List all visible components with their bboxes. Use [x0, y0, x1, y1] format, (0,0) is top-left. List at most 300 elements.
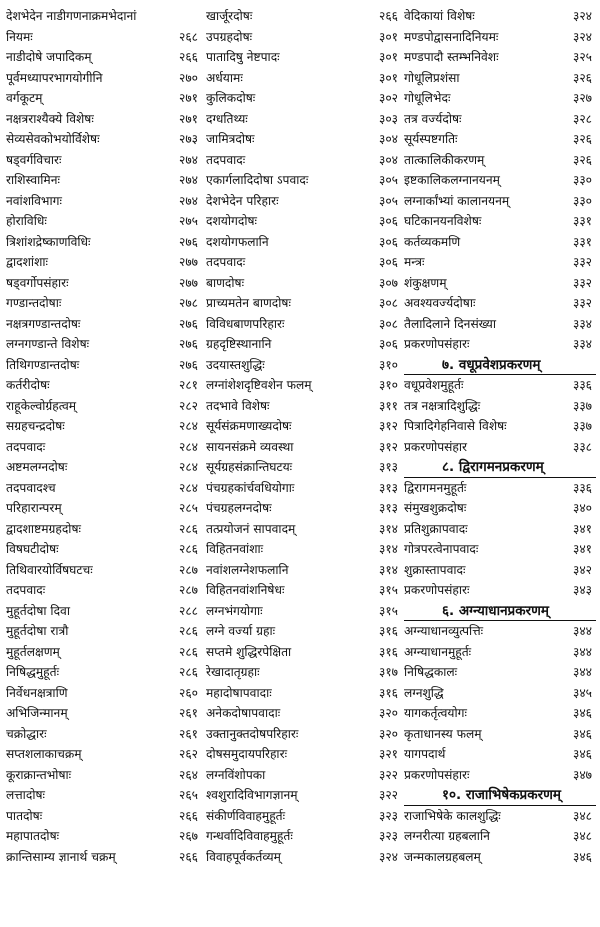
entry-page-number: ३४४ — [572, 665, 592, 679]
entry-page-number: ३४८ — [572, 829, 592, 843]
entry-title: उक्तानुक्तदोषपरिहारः — [206, 726, 299, 741]
index-column-3 — [404, 6, 596, 867]
index-entry — [404, 519, 596, 540]
entry-page-number: ३२६ — [572, 70, 592, 85]
index-entry — [404, 232, 596, 253]
entry-page-number: २८४ — [178, 460, 198, 474]
entry-title: नक्षत्रराश्यैक्ये विशेषः — [6, 111, 94, 126]
entry-title: वर्गकूटम् — [6, 91, 43, 105]
index-entry — [404, 170, 596, 191]
section-heading — [404, 457, 596, 478]
index-entry — [6, 191, 202, 212]
index-entry — [206, 662, 402, 683]
entry-page-number: ३०८ — [378, 296, 398, 310]
entry-page-number: ३३० — [572, 173, 592, 187]
entry-title: तिथिगण्डान्तदोषः — [6, 357, 80, 372]
entry-page-number: ३२४ — [572, 29, 592, 44]
entry-page-number: ३०१ — [378, 70, 398, 85]
index-entry — [404, 293, 596, 314]
entry-page-number: ३२० — [378, 726, 398, 741]
index-entry — [206, 683, 402, 704]
index-entry — [6, 375, 202, 396]
entry-title: अग्न्याधानमुहूर्तः — [404, 644, 472, 659]
entry-title: अभिजिन्मानम् — [6, 706, 68, 720]
entry-page-number: ३१६ — [378, 685, 398, 700]
entry-title: प्रकरणोपसंहारः — [404, 337, 470, 351]
entry-title: यागपदार्थ — [404, 747, 446, 761]
index-entry — [206, 47, 402, 68]
entry-title: देशभेदेन नाडीगणनाक्रमभेदानां — [6, 9, 137, 23]
entry-title: संमुखशुक्रदोषः — [404, 501, 467, 515]
entry-page-number: २७४ — [178, 152, 198, 167]
index-entry — [6, 621, 202, 642]
entry-page-number: २७४ — [178, 193, 198, 208]
entry-title: तदभावे विशेषः — [206, 398, 270, 413]
entry-page-number: २७१ — [178, 91, 198, 105]
entry-page-number: ३१७ — [378, 665, 398, 679]
index-entry — [6, 703, 202, 724]
entry-page-number: ३४६ — [572, 726, 592, 741]
index-entry — [206, 498, 402, 519]
entry-page-number: ३०३ — [378, 111, 398, 126]
entry-title: लग्नविंशोपका — [206, 767, 266, 782]
index-entry — [206, 6, 402, 27]
index-entry — [404, 334, 596, 355]
entry-title: अग्न्याधानव्युत्पत्तिः — [404, 624, 484, 638]
entry-page-number: २७७ — [178, 255, 198, 269]
index-entry — [6, 211, 202, 232]
index-entry — [206, 129, 402, 150]
entry-page-number: २७३ — [178, 132, 198, 146]
entry-page-number: २८४ — [178, 439, 198, 454]
entry-page-number: ३०४ — [378, 152, 398, 167]
entry-page-number: ३३६ — [572, 480, 592, 495]
index-entry — [6, 457, 202, 478]
index-entry — [404, 6, 596, 27]
index-entry — [6, 601, 202, 622]
entry-title: देशभेदेन परिहारः — [206, 193, 279, 208]
entry-title: कुलिकदोषः — [206, 91, 256, 105]
entry-page-number: ३०६ — [378, 337, 398, 351]
index-column-1 — [6, 6, 202, 867]
entry-page-number: ३१० — [378, 378, 398, 392]
entry-page-number: २८५ — [178, 501, 198, 515]
entry-title: त्रिशांशद्रेष्काणविधिः — [6, 234, 91, 249]
index-entry — [404, 560, 596, 581]
index-entry — [206, 273, 402, 294]
entry-page-number: ३०१ — [378, 29, 398, 44]
entry-title: लग्नरीत्या ग्रहबलानि — [404, 829, 490, 843]
index-entry — [206, 252, 402, 273]
entry-page-number: ३२२ — [378, 788, 398, 802]
entry-title: श्वशुरादिविभागज्ञानम् — [206, 788, 298, 802]
entry-page-number: ३२४ — [378, 849, 398, 864]
entry-page-number: ३४३ — [572, 583, 592, 597]
index-entry — [206, 744, 402, 765]
entry-page-number: ३४० — [572, 501, 592, 515]
entry-page-number: ३३८ — [572, 439, 592, 454]
entry-page-number: ३२७ — [572, 91, 592, 105]
entry-title: कर्तव्यकमणि — [404, 234, 461, 249]
entry-title: तिथिवारयोर्विषघटचः — [6, 562, 93, 577]
entry-page-number: ३१३ — [378, 480, 398, 495]
entry-page-number: ३२० — [378, 706, 398, 720]
entry-title: विविधबाणपरिहारः — [206, 316, 285, 331]
entry-page-number: ३०८ — [378, 316, 398, 331]
entry-page-number: २८६ — [178, 644, 198, 659]
entry-title: सूर्यग्रहसंक्रान्तिघटयः — [206, 460, 293, 474]
index-entry — [6, 478, 202, 499]
entry-page-number: ३३१ — [572, 214, 592, 228]
index-entry — [404, 109, 596, 130]
index-entry — [206, 437, 402, 458]
entry-title: गण्डान्तदोषाः — [6, 296, 62, 310]
entry-page-number: २७४ — [178, 173, 198, 187]
entry-title: लग्नांशेशदृष्टिवशेन फलम् — [206, 378, 312, 392]
index-entry — [404, 478, 596, 499]
index-entry — [404, 826, 596, 847]
index-entry — [206, 806, 402, 827]
entry-title: तत्प्रयोजनं सापवादम् — [206, 521, 296, 536]
entry-title: मण्डपोद्वासनादिनियमः — [404, 29, 499, 44]
entry-page-number: २७६ — [178, 337, 198, 351]
index-entry — [404, 724, 596, 745]
entry-page-number: ३४१ — [572, 542, 592, 556]
entry-page-number: २७६ — [178, 316, 198, 331]
entry-title: सग्रहचन्द्रदोषः — [6, 419, 65, 433]
entry-title: पातदोषः — [6, 808, 43, 823]
index-entry — [206, 396, 402, 417]
entry-page-number: ३१४ — [378, 521, 398, 536]
index-entry — [6, 293, 202, 314]
entry-page-number: ३१२ — [378, 419, 398, 433]
index-entry — [6, 539, 202, 560]
entry-page-number: २८४ — [178, 419, 198, 433]
entry-page-number: ३३२ — [572, 296, 592, 310]
index-entry — [6, 47, 202, 68]
entry-page-number: ३२३ — [378, 829, 398, 843]
entry-page-number: ३३२ — [572, 275, 592, 290]
index-entry — [404, 580, 596, 601]
entry-title: गोत्रपरत्वेनापवादः — [404, 542, 479, 556]
index-entry — [206, 170, 402, 191]
index-entry — [6, 683, 202, 704]
entry-title: अर्धयामः — [206, 70, 243, 85]
entry-page-number: ३४७ — [572, 767, 592, 782]
entry-page-number: ३०६ — [378, 255, 398, 269]
index-entry — [404, 662, 596, 683]
index-entry — [6, 6, 202, 27]
entry-page-number: ३३२ — [572, 255, 592, 269]
entry-title: गन्धर्वादिविवाहमुहूर्तः — [206, 829, 293, 843]
entry-title: तत्र नक्षत्रादिशुद्धिः — [404, 398, 481, 413]
entry-title: विहितनवांशाः — [206, 542, 264, 556]
index-entry — [6, 724, 202, 745]
entry-page-number: ३१३ — [378, 460, 398, 474]
entry-title: मन्त्रः — [404, 255, 425, 269]
entry-page-number: २८६ — [178, 665, 198, 679]
entry-page-number: ३४५ — [572, 685, 592, 700]
entry-title: तदपवादः — [206, 255, 246, 269]
entry-title: लग्नभंगयोगाः — [206, 603, 263, 618]
entry-title: गोधूलिभेदः — [404, 91, 451, 105]
index-entry — [206, 724, 402, 745]
entry-title: सेव्यसेवकोभयोर्विशेषः — [6, 132, 100, 146]
index-entry — [6, 785, 202, 806]
index-entry — [6, 252, 202, 273]
entry-title: चक्रोद्धारः — [6, 726, 47, 741]
index-entry — [6, 170, 202, 191]
entry-title: सप्तमे शुद्धिरपेक्षिता — [206, 644, 292, 659]
entry-page-number: ३०४ — [378, 132, 398, 146]
index-entry — [206, 785, 402, 806]
index-entry — [404, 47, 596, 68]
index-entry — [6, 847, 202, 868]
entry-title: अष्टमलग्नदोषः — [6, 460, 68, 474]
index-entry — [206, 27, 402, 48]
entry-page-number: २८७ — [178, 583, 198, 597]
entry-title: संकीर्णविवाहमुहूर्तः — [206, 808, 286, 823]
entry-page-number: ३०१ — [378, 50, 398, 64]
entry-page-number: २८७ — [178, 562, 198, 577]
entry-title: राहूकेल्वोर्ग्रहत्वम् — [6, 398, 77, 413]
entry-title: षड्वर्गविचारः — [6, 152, 62, 167]
entry-title: तदपवादश्च — [6, 480, 56, 495]
index-entry — [6, 642, 202, 663]
entry-title: नक्षत्रगण्डान्तदोषः — [6, 316, 81, 331]
entry-title: सप्तशलाकाचक्रम् — [6, 747, 82, 761]
entry-page-number: ३०६ — [378, 214, 398, 228]
index-entry — [404, 498, 596, 519]
index-entry — [404, 683, 596, 704]
index-entry — [206, 314, 402, 335]
index-entry — [206, 355, 402, 376]
entry-page-number: ३२१ — [378, 747, 398, 761]
entry-title: दोषसमुदायपरिहारः — [206, 747, 288, 761]
entry-page-number: २६१ — [178, 706, 198, 720]
index-entry — [6, 232, 202, 253]
index-entry — [206, 211, 402, 232]
entry-title: अवश्यवर्ज्यदोषाः — [404, 296, 476, 310]
index-entry — [6, 662, 202, 683]
entry-title: प्रकरणोपसंहार — [404, 439, 468, 454]
index-entry — [206, 478, 402, 499]
index-entry — [404, 621, 596, 642]
entry-page-number: ३२५ — [572, 50, 592, 64]
index-entry — [404, 211, 596, 232]
entry-title: इष्टकालिकलग्नानयनम् — [404, 173, 500, 187]
entry-page-number: ३१५ — [378, 603, 398, 618]
index-entry — [6, 150, 202, 171]
entry-page-number: २८४ — [178, 480, 198, 495]
entry-page-number: २६२ — [178, 747, 198, 761]
index-column-2 — [206, 6, 402, 867]
entry-page-number: ३०७ — [378, 275, 398, 290]
index-entry — [404, 765, 596, 786]
entry-title: मुहूर्तदोषा रात्रौ — [6, 624, 69, 638]
entry-page-number: ३२२ — [378, 767, 398, 782]
entry-title: लग्नगण्डान्ते विशेषः — [6, 337, 90, 351]
index-entry — [206, 519, 402, 540]
entry-page-number: २७० — [178, 70, 198, 85]
section-heading-text: ८. द्विरागमनप्रकरणम् — [442, 459, 544, 475]
entry-page-number: ३१६ — [378, 624, 398, 638]
entry-title: उदयास्तशुद्धिः — [206, 357, 265, 372]
entry-page-number: ३४६ — [572, 747, 592, 761]
entry-title: राजाभिषेके कालशुद्धिः — [404, 808, 501, 823]
entry-title: शुक्रास्तापवादः — [404, 562, 466, 577]
index-entry — [206, 88, 402, 109]
entry-page-number: ३१० — [378, 357, 398, 372]
index-entry — [404, 642, 596, 663]
entry-title: विवाहपूर्वकर्तव्यम् — [206, 849, 281, 864]
entry-title: महापातदोषः — [6, 829, 60, 843]
entry-page-number: २६८ — [178, 29, 198, 44]
entry-page-number: २७८ — [178, 296, 198, 310]
entry-page-number: ३०६ — [378, 234, 398, 249]
entry-title: तात्कालिकीकरणम् — [404, 152, 485, 167]
entry-title: लग्नार्कांभ्यां कालानयनम् — [404, 193, 510, 208]
index-entry — [206, 68, 402, 89]
entry-page-number: २८१ — [178, 378, 198, 392]
entry-title: कर्तरीदोषः — [6, 378, 50, 392]
entry-title: तदपवादः — [6, 439, 46, 454]
entry-title: अनेकदोषापवादाः — [206, 706, 281, 720]
index-entry — [404, 252, 596, 273]
index-entry — [404, 847, 596, 868]
index-entry — [206, 847, 402, 868]
index-entry — [6, 68, 202, 89]
index-entry — [206, 601, 402, 622]
entry-page-number: ३२३ — [378, 808, 398, 823]
index-entry — [404, 129, 596, 150]
entry-page-number: २६६ — [378, 9, 398, 23]
entry-page-number: २७६ — [178, 357, 198, 372]
entry-title: प्रकरणोपसंहारः — [404, 583, 470, 597]
entry-page-number: ३३७ — [572, 398, 592, 413]
index-entry — [206, 580, 402, 601]
section-heading-text: ७. वधूप्रवेशप्रकरणम् — [442, 356, 541, 373]
entry-page-number: ३२८ — [572, 111, 592, 126]
entry-page-number: ३१६ — [378, 644, 398, 659]
entry-page-number: २६५ — [178, 788, 198, 802]
entry-page-number: ३३० — [572, 193, 592, 208]
index-entry — [404, 539, 596, 560]
entry-title: निषिद्धकालः — [404, 665, 458, 679]
entry-title: प्रतिशुक्रापवादः — [404, 521, 468, 536]
entry-title: विषघटीदोषः — [6, 542, 59, 556]
index-entry — [206, 232, 402, 253]
index-entry — [404, 273, 596, 294]
entry-title: पूर्वमध्यापरभागयोगीनि — [6, 70, 103, 85]
entry-page-number: २६६ — [178, 808, 198, 823]
index-entry — [404, 375, 596, 396]
entry-title: शंकुक्षणम् — [404, 275, 447, 290]
entry-page-number: २७१ — [178, 111, 198, 126]
entry-page-number: ३२६ — [572, 152, 592, 167]
entry-page-number: ३०५ — [378, 173, 398, 187]
entry-title: नवांशविभागः — [6, 193, 62, 208]
index-entry — [6, 826, 202, 847]
index-entry — [404, 703, 596, 724]
index-entry — [6, 27, 202, 48]
index-entry — [404, 150, 596, 171]
entry-page-number: ३४१ — [572, 521, 592, 536]
entry-title: रेखादातृग्रहाः — [206, 665, 260, 679]
entry-page-number: ३३४ — [572, 316, 592, 331]
entry-page-number: २८६ — [178, 542, 198, 556]
entry-page-number: ३४८ — [572, 808, 592, 823]
index-entry — [6, 334, 202, 355]
entry-title: घटिकानयनविशेषः — [404, 214, 482, 228]
entry-page-number: २७६ — [178, 234, 198, 249]
section-heading-text: ६. अग्न्याधानप्रकरणम् — [442, 602, 549, 619]
index-entry — [6, 519, 202, 540]
entry-title: पंचग्रहलग्नदोषः — [206, 501, 272, 515]
entry-title: लग्ने वर्ज्या ग्रहाः — [206, 624, 276, 638]
entry-title: मण्डपादौ स्तम्भनिवेशः — [404, 50, 499, 64]
entry-page-number: ३४४ — [572, 624, 592, 638]
index-entry — [404, 191, 596, 212]
entry-title: परिहारान्परम् — [6, 501, 62, 515]
index-entry — [6, 765, 202, 786]
entry-page-number: २८८ — [178, 603, 198, 618]
entry-title: द्वादशांशाः — [6, 255, 48, 269]
entry-page-number: ३१५ — [378, 583, 398, 597]
index-entry — [6, 273, 202, 294]
entry-title: गोधूलिप्रशंसा — [404, 70, 460, 85]
index-entry — [6, 416, 202, 437]
index-entry — [404, 744, 596, 765]
entry-title: ग्रहदृष्टिस्थानानि — [206, 337, 272, 351]
index-entry — [206, 457, 402, 478]
entry-page-number: ३०२ — [378, 91, 398, 105]
entry-title: नियमः — [6, 29, 33, 44]
entry-title: मुहूर्तलक्षणम् — [6, 644, 60, 659]
entry-title: प्रकरणोपसंहारः — [404, 767, 470, 782]
section-heading — [404, 601, 596, 622]
section-heading — [404, 355, 596, 376]
entry-page-number: ३३७ — [572, 419, 592, 433]
entry-page-number: ३१३ — [378, 501, 398, 515]
index-entry — [6, 806, 202, 827]
entry-title: मुहूर्तदोषा दिवा — [6, 603, 70, 618]
section-heading-text: १०. राजाभिषेकप्रकरणम् — [442, 787, 561, 803]
index-entry — [206, 150, 402, 171]
entry-title: तत्र वर्ज्यदोषः — [404, 111, 462, 126]
index-entry — [6, 744, 202, 765]
index-entry — [6, 560, 202, 581]
index-entry — [404, 437, 596, 458]
entry-page-number: २८६ — [178, 521, 198, 536]
entry-page-number: २८२ — [178, 398, 198, 413]
index-entry — [206, 621, 402, 642]
index-entry — [6, 355, 202, 376]
entry-title: निर्वेधनक्षत्राणि — [6, 685, 68, 700]
entry-page-number: २७५ — [178, 214, 198, 228]
index-entry — [206, 642, 402, 663]
entry-title: वधूप्रवेशमुहूर्तः — [404, 378, 464, 392]
entry-page-number: ३१४ — [378, 542, 398, 556]
entry-title: लग्नशुद्धि — [404, 685, 444, 700]
entry-title: पंचग्रहकांर्चवधियोगाः — [206, 480, 295, 495]
entry-title: द्वादशाष्टमग्रहदोषः — [6, 521, 81, 536]
entry-title: एकार्गलादिदोषा ऽपवादः — [206, 173, 309, 187]
entry-page-number: २६७ — [178, 829, 198, 843]
entry-title: कृताधानस्य फलम् — [404, 726, 482, 741]
index-entry — [404, 88, 596, 109]
index-entry — [206, 293, 402, 314]
